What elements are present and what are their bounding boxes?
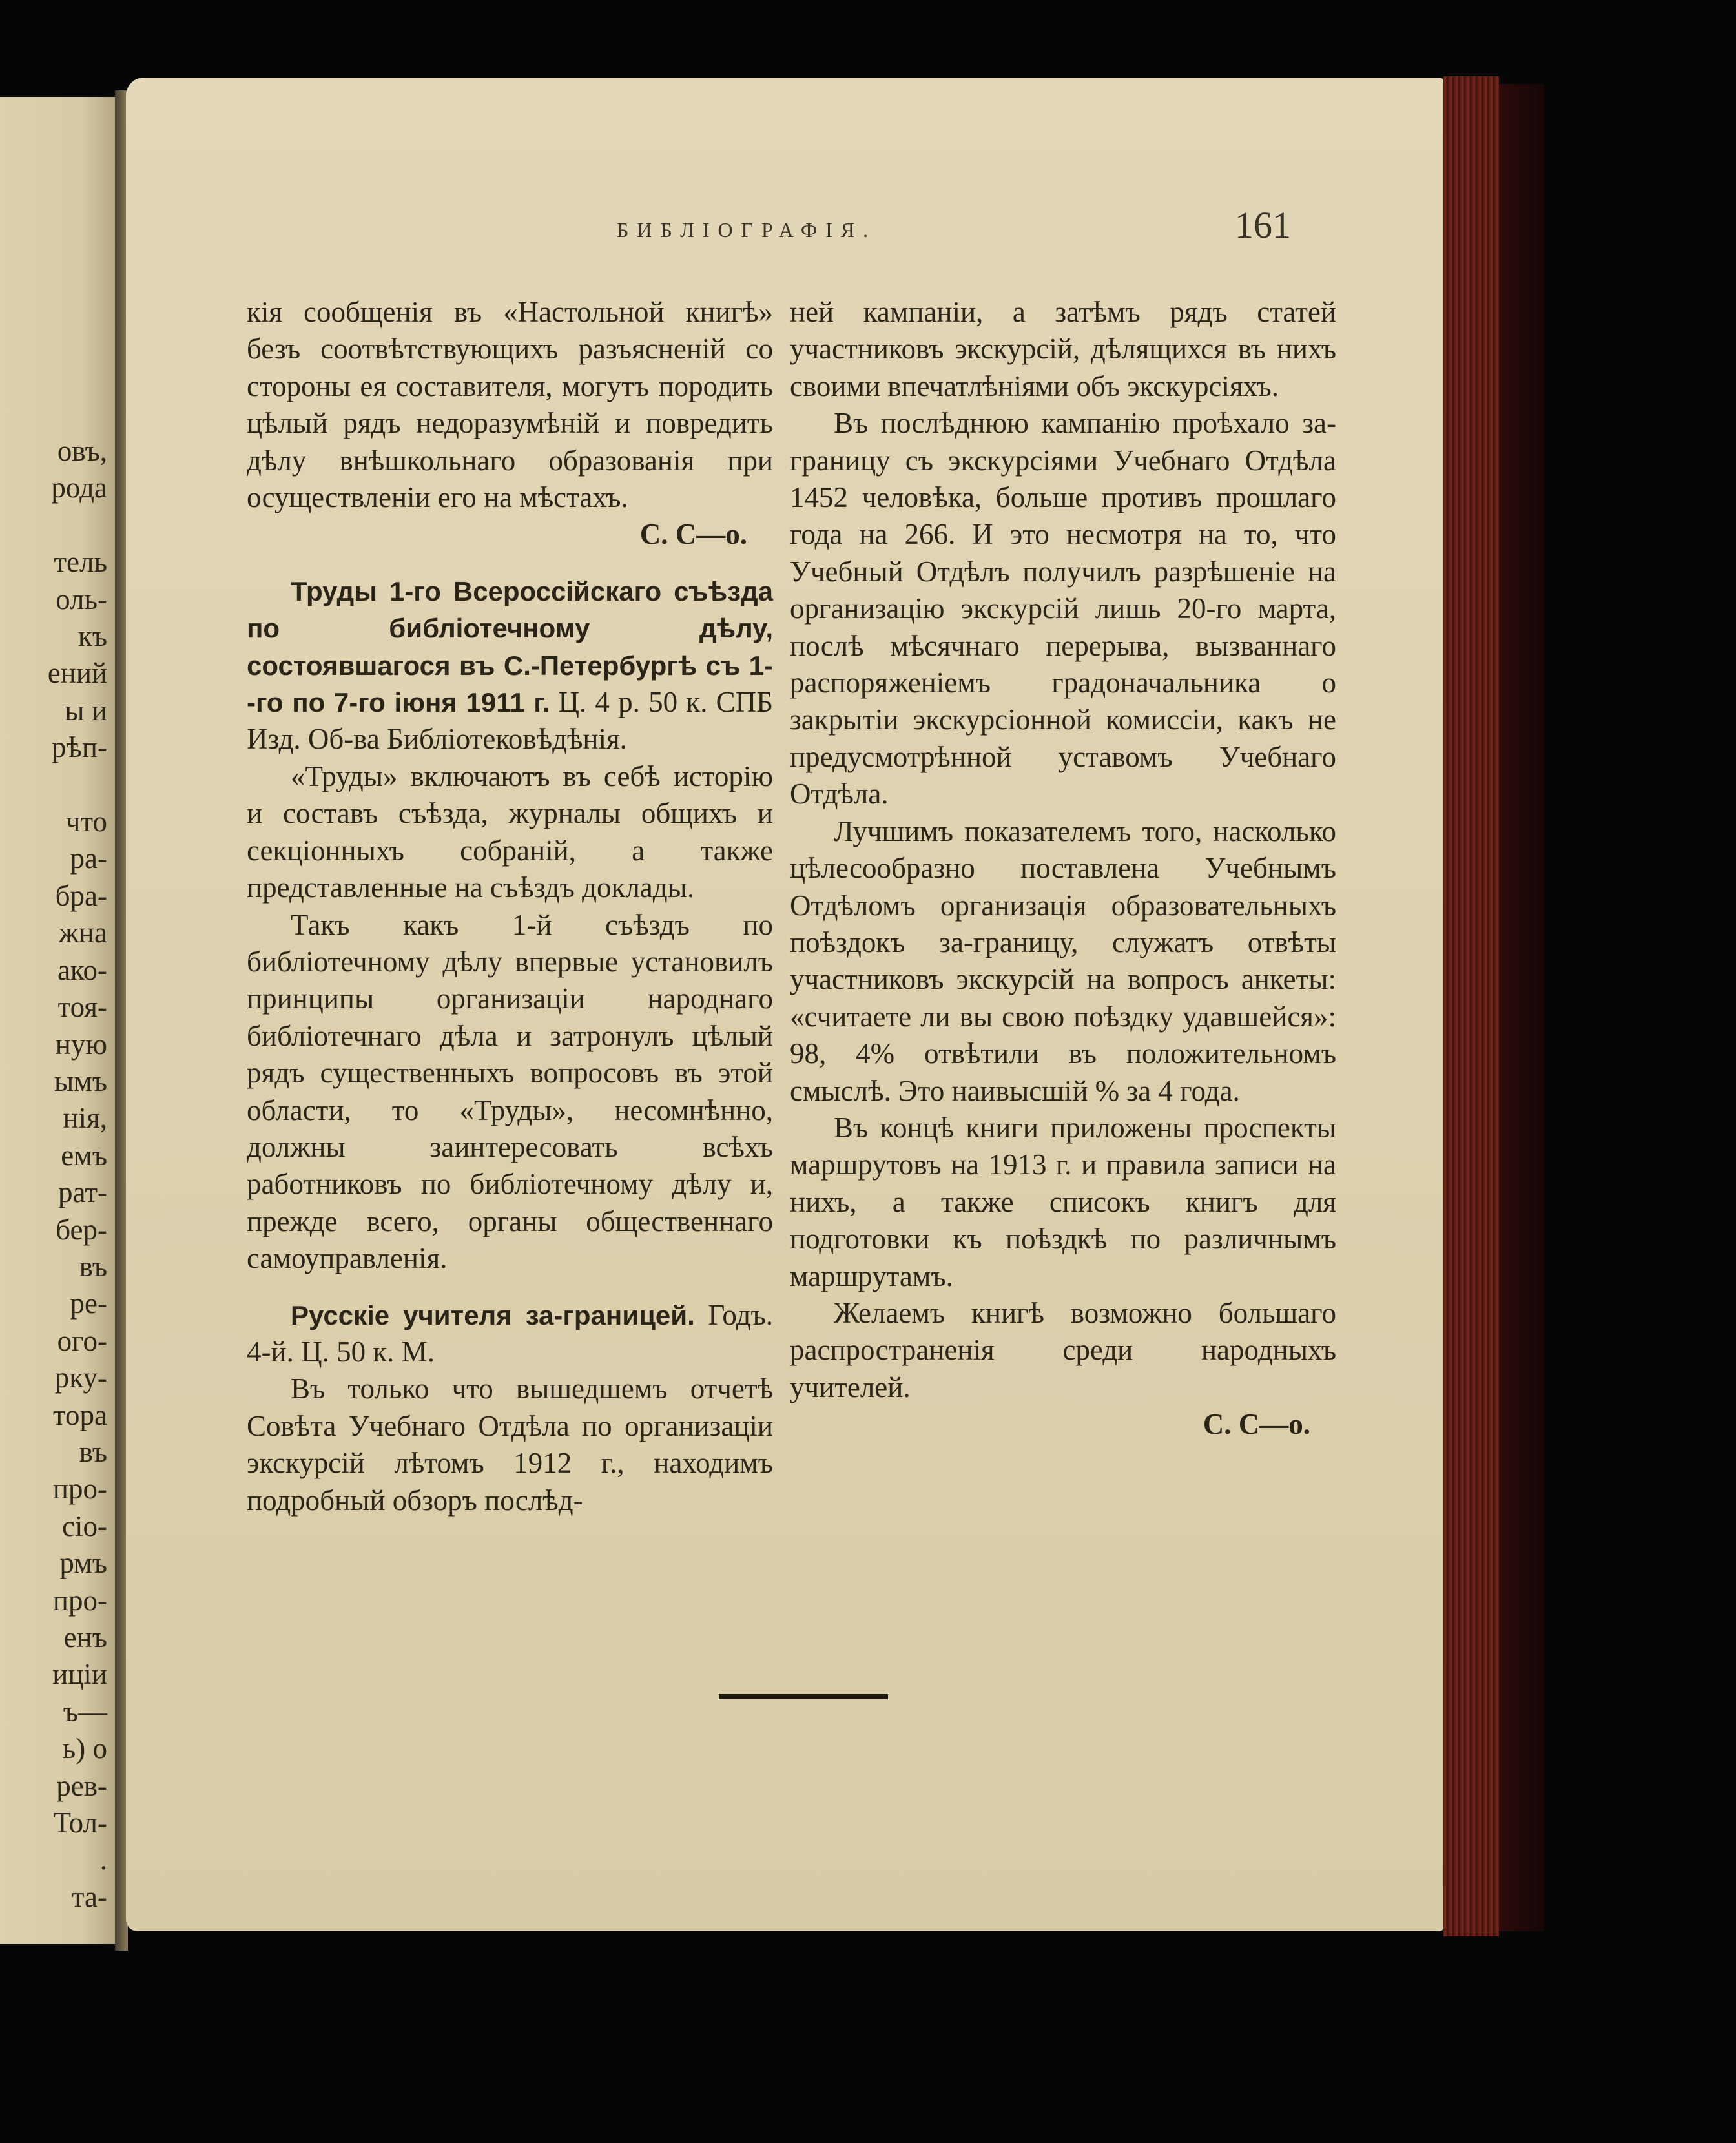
previous-page-line-fragment <box>0 507 107 544</box>
review-heading <box>247 1297 773 1371</box>
previous-page-line-fragment: ре- <box>70 1287 107 1320</box>
previous-page-line-fragment: бра- <box>55 879 107 912</box>
previous-page-line-fragment: въ <box>79 1435 107 1468</box>
previous-page-line-fragment: тора <box>52 1398 107 1431</box>
previous-page-line-fragment: рѣп- <box>51 731 107 764</box>
previous-page-line-fragment: ого- <box>57 1324 107 1357</box>
previous-page-line-fragment: ь) о <box>62 1732 107 1765</box>
page-stack-edges <box>1443 76 1499 1936</box>
review-signature: С. С—о. <box>1203 1408 1310 1441</box>
review-heading <box>247 573 773 758</box>
running-head: БИБЛІОГРАФІЯ. <box>617 218 877 242</box>
previous-page-line-fragment: къ <box>78 620 107 653</box>
previous-page-line-fragment: ако- <box>57 953 107 986</box>
paragraph: ней кампаніи, а затѣмъ рядъ статей участниковъ экскурсій, дѣлящихся въ нихъ своими впечатлѣніями объ экскурсіяхъ. <box>790 296 1336 402</box>
previous-page-line-fragment: тель <box>54 546 107 579</box>
previous-page-line-fragment: ную <box>55 1028 107 1061</box>
previous-page-line-fragment: бер- <box>56 1213 107 1246</box>
right-column <box>790 294 1336 1444</box>
previous-page-line-fragment: ений <box>47 657 107 690</box>
previous-page-text-fragments <box>0 433 107 1916</box>
paragraph: Такъ какъ 1-й съѣздъ по библіотечному дѣлу впервые установилъ принципы организаціи народнаго библіотечнаго дѣла и затронулъ цѣлый рядъ существенныхъ вопросовъ въ этой области, то «Труды», несомнѣнно, должны заинтересовать всѣхъ работниковъ по библіотечному дѣлу и, прежде всего, органы общественнаго самоуправленія. <box>247 908 773 1275</box>
previous-page-line-fragment: рку- <box>54 1361 107 1394</box>
previous-page-line-fragment: овъ, <box>57 435 107 467</box>
previous-page-line-fragment: ымъ <box>54 1064 107 1097</box>
previous-page-line-fragment: рмъ <box>59 1547 107 1580</box>
previous-page-line-fragment <box>0 767 107 803</box>
previous-page-line-fragment: въ <box>79 1250 107 1283</box>
previous-page-line-fragment: иціи <box>52 1658 107 1691</box>
previous-page-line-fragment: та- <box>71 1880 107 1913</box>
previous-page-line-fragment: Тол- <box>53 1807 107 1839</box>
review-meta: Годъ. 4-й. Ц. 50 к. М. <box>247 1298 773 1368</box>
previous-page-line-fragment: про- <box>52 1584 107 1617</box>
previous-page-line-fragment: . <box>99 1843 107 1876</box>
previous-page <box>0 97 115 1944</box>
previous-page-line-fragment: что <box>65 805 107 838</box>
previous-page-line-fragment: оль- <box>56 583 107 616</box>
page-number: 161 <box>1235 204 1291 246</box>
paragraph: Въ только что вышедшемъ отчетѣ Совѣта Учебнаго Отдѣла по организаціи экскурсій лѣтомъ 1912 г., находимъ подробный обзоръ послѣд- <box>247 1372 773 1517</box>
paragraph: Лучшимъ показателемъ того, насколько цѣлесообразно поставлена Учебнымъ Отдѣломъ организація образовательныхъ поѣздокъ за-границу, служатъ отвѣты участниковъ экскурсій на вопросъ анкеты: «считаете ли вы свою поѣздку удавшейся»: 98, 4% отвѣтили въ положительномъ смыслѣ. Это наивысшій % за 4 года. <box>790 814 1336 1107</box>
section-end-rule <box>719 1694 888 1699</box>
previous-page-line-fragment: ъ— <box>63 1695 107 1728</box>
previous-page-line-fragment: рат- <box>58 1176 107 1209</box>
previous-page-line-fragment: ра- <box>70 842 107 875</box>
paragraph: Желаемъ книгѣ возможно большаго распространенія среди народныхъ учителей. <box>790 1296 1336 1403</box>
left-column <box>247 294 773 1519</box>
previous-page-line-fragment: емъ <box>61 1139 107 1172</box>
previous-page-line-fragment: енъ <box>63 1621 107 1653</box>
paragraph: Въ концѣ книги приложены проспекты маршрутовъ на 1913 г. и правила записи на нихъ, а также списокъ книгъ для подготовки къ поѣздкѣ по различнымъ маршрутамъ. <box>790 1111 1336 1292</box>
paragraph: кія сообщенія въ «Настольной книгѣ» безъ соотвѣтствующихъ разъясненій со стороны ея составителя, могутъ породить цѣлый рядъ недоразумѣній и повредить дѣлу внѣшкольнаго образованія при осуществленіи его на мѣстахъ. <box>247 296 773 514</box>
previous-page-line-fragment: ы и <box>65 694 107 727</box>
paragraph: Въ послѣднюю кампанію проѣхало за-границу съ экскурсіями Учебнаго Отдѣла 1452 человѣка, больше противъ прошлаго года на 266. И это несмотря на то, что Учебный Отдѣлъ получилъ разрѣшеніе на организацію экскурсій лишь 20-го марта, послѣ мѣсячнаго перерыва, вызваннаго распоряженіемъ градоначальника о закрытіи экскурсіонной комиссіи, какъ не предусмотрѣнной уставомъ Учебнаго Отдѣла. <box>790 407 1336 811</box>
previous-page-line-fragment: сіо- <box>62 1509 107 1542</box>
previous-page-line-fragment: тоя- <box>57 991 107 1024</box>
review-title: Русскіе учителя за-границей. <box>291 1299 695 1330</box>
paragraph: «Труды» включаютъ въ себѣ исторію и составъ съѣзда, журналы общихъ и секціонныхъ собраній, а также представленные на съѣздъ доклады. <box>247 760 773 904</box>
previous-page-line-fragment: нія, <box>63 1102 107 1135</box>
previous-page-line-fragment: жна <box>58 916 107 949</box>
review-meta: Ц. 4 р. 50 к. СПБ Изд. Об-ва Библіотековѣдѣнія. <box>247 686 773 756</box>
previous-page-line-fragment: про- <box>52 1473 107 1506</box>
previous-page-line-fragment: рода <box>51 471 107 504</box>
book-cover-edge <box>1499 84 1544 1931</box>
previous-page-line-fragment: рев- <box>56 1769 107 1802</box>
review-title: Труды 1-го Всероссійскаго съѣзда по библіотечному дѣлу, состоявшагося въ С.-Петербургѣ съ 1--го по 7-го іюня 1911 г. <box>247 575 773 718</box>
review-signature: С. С—о. <box>639 518 747 551</box>
